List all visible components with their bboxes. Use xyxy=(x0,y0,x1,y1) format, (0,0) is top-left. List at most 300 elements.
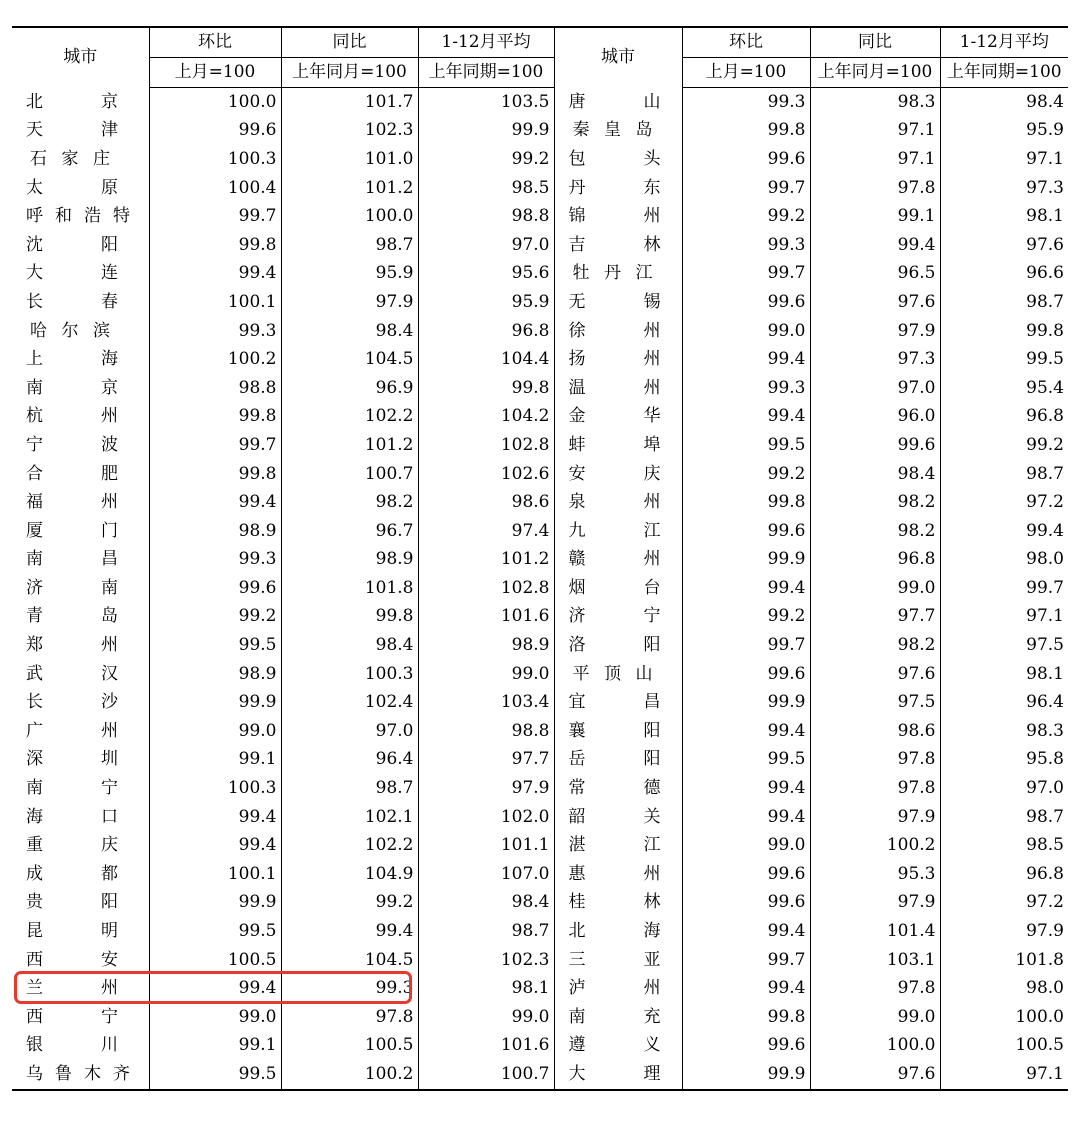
mom-value: 99.0 xyxy=(682,317,810,346)
mom-value: 99.3 xyxy=(149,546,281,575)
yoy-value: 98.3 xyxy=(810,88,940,117)
table-row xyxy=(12,746,1068,775)
yoy-value: 98.2 xyxy=(810,488,940,517)
city-cell xyxy=(554,117,682,146)
yoy-value: 104.5 xyxy=(281,946,418,975)
avg-value: 101.8 xyxy=(940,946,1068,975)
city-cell xyxy=(12,946,149,975)
table-row xyxy=(12,974,1068,1003)
avg-value: 99.4 xyxy=(940,517,1068,546)
mom-value: 99.9 xyxy=(149,688,281,717)
avg-value: 103.5 xyxy=(418,88,554,117)
table-row xyxy=(12,117,1068,146)
mom-value: 99.7 xyxy=(682,946,810,975)
yoy-value: 100.0 xyxy=(810,1032,940,1061)
table-row xyxy=(12,660,1068,689)
mom-value: 99.3 xyxy=(682,231,810,260)
avg-value: 98.7 xyxy=(940,288,1068,317)
mom-value: 100.2 xyxy=(149,345,281,374)
city-cell xyxy=(12,746,149,775)
mom-value: 99.5 xyxy=(149,917,281,946)
mom-value: 98.9 xyxy=(149,517,281,546)
yoy-value: 102.2 xyxy=(281,403,418,432)
city-cell xyxy=(12,1032,149,1061)
city-name: 广 州 xyxy=(26,720,118,741)
table-row xyxy=(12,460,1068,489)
city-cell xyxy=(12,460,149,489)
city-name: 牡 丹 江 xyxy=(572,263,653,284)
city-name: 吉 林 xyxy=(568,234,661,255)
mom-value: 99.6 xyxy=(682,889,810,918)
avg-value: 98.6 xyxy=(418,488,554,517)
city-name: 乌 鲁 木 齐 xyxy=(26,1063,130,1084)
header-avg-base-right: 上年同期=100 xyxy=(940,58,1068,88)
city-cell xyxy=(12,860,149,889)
city-name: 济 宁 xyxy=(568,606,661,627)
city-cell xyxy=(12,145,149,174)
city-cell xyxy=(554,974,682,1003)
yoy-value: 97.6 xyxy=(810,660,940,689)
city-cell xyxy=(554,403,682,432)
mom-value: 99.4 xyxy=(682,403,810,432)
mom-value: 99.0 xyxy=(149,1003,281,1032)
city-name: 海 口 xyxy=(26,806,118,827)
mom-value: 99.7 xyxy=(149,202,281,231)
city-name: 平 顶 山 xyxy=(572,663,653,684)
city-name: 三 亚 xyxy=(568,949,661,970)
city-name: 重 庆 xyxy=(26,835,118,856)
city-cell xyxy=(12,317,149,346)
city-name: 秦 皇 岛 xyxy=(572,120,653,141)
table-row xyxy=(12,288,1068,317)
table-row xyxy=(12,574,1068,603)
yoy-value: 98.7 xyxy=(281,231,418,260)
city-name: 扬 州 xyxy=(568,349,661,370)
mom-value: 99.4 xyxy=(682,917,810,946)
yoy-value: 97.0 xyxy=(810,374,940,403)
city-cell xyxy=(12,688,149,717)
yoy-value: 95.3 xyxy=(810,860,940,889)
mom-value: 99.3 xyxy=(682,88,810,117)
city-name: 武 汉 xyxy=(26,663,118,684)
avg-value: 99.8 xyxy=(940,317,1068,346)
city-cell xyxy=(554,860,682,889)
header-yoy-base-right: 上年同月=100 xyxy=(810,58,940,88)
yoy-value: 98.2 xyxy=(281,488,418,517)
mom-value: 99.4 xyxy=(149,488,281,517)
avg-value: 95.4 xyxy=(940,374,1068,403)
mom-value: 99.0 xyxy=(682,831,810,860)
yoy-value: 96.0 xyxy=(810,403,940,432)
city-cell xyxy=(554,546,682,575)
city-name: 湛 江 xyxy=(568,835,661,856)
city-cell xyxy=(12,288,149,317)
city-cell xyxy=(12,546,149,575)
yoy-value: 99.1 xyxy=(810,202,940,231)
city-name: 南 昌 xyxy=(26,549,118,570)
city-cell xyxy=(12,174,149,203)
table-row xyxy=(12,860,1068,889)
avg-value: 99.5 xyxy=(940,345,1068,374)
city-name: 深 圳 xyxy=(26,749,118,770)
mom-value: 99.6 xyxy=(682,660,810,689)
mom-value: 99.9 xyxy=(149,889,281,918)
yoy-value: 101.2 xyxy=(281,431,418,460)
avg-value: 101.6 xyxy=(418,603,554,632)
table-row xyxy=(12,174,1068,203)
avg-value: 98.1 xyxy=(940,660,1068,689)
avg-value: 102.3 xyxy=(418,946,554,975)
city-cell xyxy=(554,288,682,317)
table-row xyxy=(12,231,1068,260)
city-name: 兰 州 xyxy=(26,978,118,999)
city-name: 西 宁 xyxy=(26,1006,118,1027)
header-city-right: 城市 xyxy=(554,27,682,88)
city-cell xyxy=(12,403,149,432)
city-cell xyxy=(12,889,149,918)
mom-value: 99.4 xyxy=(149,260,281,289)
avg-value: 98.4 xyxy=(940,88,1068,117)
city-name: 银 川 xyxy=(26,1035,118,1056)
city-name: 大 理 xyxy=(568,1063,661,1084)
city-cell xyxy=(12,603,149,632)
yoy-value: 104.5 xyxy=(281,345,418,374)
yoy-value: 96.4 xyxy=(281,746,418,775)
avg-value: 100.5 xyxy=(940,1032,1068,1061)
city-name: 徐 州 xyxy=(568,320,661,341)
table-row xyxy=(12,488,1068,517)
city-name: 无 锡 xyxy=(568,291,661,312)
city-name: 丹 东 xyxy=(568,177,661,198)
avg-value: 95.9 xyxy=(940,117,1068,146)
yoy-value: 97.9 xyxy=(810,317,940,346)
avg-value: 99.2 xyxy=(940,431,1068,460)
mom-value: 99.6 xyxy=(149,574,281,603)
yoy-value: 100.3 xyxy=(281,660,418,689)
city-name: 石 家 庄 xyxy=(30,148,110,169)
city-cell xyxy=(12,431,149,460)
yoy-value: 97.1 xyxy=(810,117,940,146)
city-cell xyxy=(12,1003,149,1032)
city-name: 蚌 埠 xyxy=(568,434,661,455)
avg-value: 98.1 xyxy=(418,974,554,1003)
yoy-value: 100.0 xyxy=(281,202,418,231)
mom-value: 99.5 xyxy=(149,1060,281,1090)
avg-value: 98.1 xyxy=(940,202,1068,231)
table-row xyxy=(12,631,1068,660)
avg-value: 97.2 xyxy=(940,889,1068,918)
city-cell xyxy=(554,88,682,117)
city-name: 北 京 xyxy=(26,91,118,112)
yoy-value: 96.9 xyxy=(281,374,418,403)
avg-value: 97.9 xyxy=(940,917,1068,946)
city-name: 郑 州 xyxy=(26,635,118,656)
yoy-value: 101.4 xyxy=(810,917,940,946)
mom-value: 99.5 xyxy=(682,746,810,775)
city-name: 上 海 xyxy=(26,349,118,370)
avg-value: 95.8 xyxy=(940,746,1068,775)
yoy-value: 97.6 xyxy=(810,1060,940,1090)
avg-value: 102.8 xyxy=(418,574,554,603)
city-cell xyxy=(554,660,682,689)
avg-value: 101.2 xyxy=(418,546,554,575)
city-cell xyxy=(554,1060,682,1090)
city-cell xyxy=(554,317,682,346)
mom-value: 100.4 xyxy=(149,174,281,203)
avg-value: 102.6 xyxy=(418,460,554,489)
yoy-value: 96.5 xyxy=(810,260,940,289)
table-row xyxy=(12,1060,1068,1090)
header-mom-left: 环比 xyxy=(149,27,281,58)
table-row xyxy=(12,1032,1068,1061)
city-cell xyxy=(554,202,682,231)
city-name: 常 德 xyxy=(568,778,661,799)
city-cell xyxy=(12,345,149,374)
mom-value: 99.4 xyxy=(149,803,281,832)
city-name: 成 都 xyxy=(26,863,118,884)
mom-value: 99.4 xyxy=(682,345,810,374)
yoy-value: 102.3 xyxy=(281,117,418,146)
city-cell xyxy=(554,260,682,289)
mom-value: 99.3 xyxy=(682,374,810,403)
city-name: 泸 州 xyxy=(568,978,661,999)
city-cell xyxy=(12,517,149,546)
avg-value: 98.7 xyxy=(940,460,1068,489)
yoy-value: 100.7 xyxy=(281,460,418,489)
city-cell xyxy=(554,717,682,746)
city-name: 烟 台 xyxy=(568,577,661,598)
mom-value: 99.1 xyxy=(149,1032,281,1061)
city-cell xyxy=(12,1060,149,1090)
header-yoy-right: 同比 xyxy=(810,27,940,58)
table-row xyxy=(12,202,1068,231)
header-avg-left: 1-12月平均 xyxy=(418,27,554,58)
avg-value: 102.0 xyxy=(418,803,554,832)
city-cell xyxy=(554,603,682,632)
mom-value: 99.6 xyxy=(682,517,810,546)
city-cell xyxy=(554,746,682,775)
yoy-value: 102.2 xyxy=(281,831,418,860)
city-cell xyxy=(554,917,682,946)
avg-value: 96.6 xyxy=(940,260,1068,289)
avg-value: 98.0 xyxy=(940,974,1068,1003)
table-row xyxy=(12,889,1068,918)
mom-value: 100.0 xyxy=(149,88,281,117)
yoy-value: 101.2 xyxy=(281,174,418,203)
table-row xyxy=(12,831,1068,860)
mom-value: 99.6 xyxy=(682,860,810,889)
yoy-value: 99.0 xyxy=(810,574,940,603)
city-cell xyxy=(554,488,682,517)
yoy-value: 100.2 xyxy=(810,831,940,860)
city-name: 大 连 xyxy=(26,263,118,284)
header-city-left: 城市 xyxy=(12,27,149,88)
city-name: 青 岛 xyxy=(26,606,118,627)
city-cell xyxy=(554,345,682,374)
yoy-value: 103.1 xyxy=(810,946,940,975)
yoy-value: 97.8 xyxy=(810,774,940,803)
city-cell xyxy=(554,374,682,403)
city-cell xyxy=(554,231,682,260)
mom-value: 99.4 xyxy=(682,717,810,746)
city-name: 九 江 xyxy=(568,520,661,541)
avg-value: 98.0 xyxy=(940,546,1068,575)
city-name: 唐 山 xyxy=(568,91,661,112)
city-cell xyxy=(554,831,682,860)
city-name: 锦 州 xyxy=(568,206,661,227)
avg-value: 98.8 xyxy=(418,717,554,746)
mom-value: 99.2 xyxy=(682,460,810,489)
table-row xyxy=(12,374,1068,403)
avg-value: 99.7 xyxy=(940,574,1068,603)
mom-value: 99.9 xyxy=(682,1060,810,1090)
city-name: 包 头 xyxy=(568,148,661,169)
city-name: 惠 州 xyxy=(568,863,661,884)
header-row-2 xyxy=(12,58,1068,88)
city-name: 岳 阳 xyxy=(568,749,661,770)
avg-value: 98.8 xyxy=(418,202,554,231)
city-name: 合 肥 xyxy=(26,463,118,484)
avg-value: 104.4 xyxy=(418,345,554,374)
city-name: 温 州 xyxy=(568,377,661,398)
mom-value: 99.7 xyxy=(682,174,810,203)
mom-value: 99.7 xyxy=(149,431,281,460)
avg-value: 98.5 xyxy=(940,831,1068,860)
city-cell xyxy=(554,574,682,603)
avg-value: 100.7 xyxy=(418,1060,554,1090)
yoy-value: 97.9 xyxy=(810,803,940,832)
city-cell xyxy=(12,774,149,803)
city-name: 宜 昌 xyxy=(568,692,661,713)
header-yoy-left: 同比 xyxy=(281,27,418,58)
yoy-value: 99.4 xyxy=(281,917,418,946)
avg-value: 102.8 xyxy=(418,431,554,460)
yoy-value: 97.8 xyxy=(281,1003,418,1032)
mom-value: 100.3 xyxy=(149,145,281,174)
yoy-value: 98.2 xyxy=(810,517,940,546)
city-name: 泉 州 xyxy=(568,492,661,513)
table-body xyxy=(12,88,1068,1090)
yoy-value: 97.0 xyxy=(281,717,418,746)
city-name: 襄 阳 xyxy=(568,720,661,741)
city-cell xyxy=(554,774,682,803)
table-row xyxy=(12,774,1068,803)
city-cell xyxy=(12,631,149,660)
city-name: 哈 尔 滨 xyxy=(30,320,110,341)
mom-value: 99.9 xyxy=(682,546,810,575)
avg-value: 98.9 xyxy=(418,631,554,660)
avg-value: 97.4 xyxy=(418,517,554,546)
header-row-1 xyxy=(12,27,1068,58)
mom-value: 99.4 xyxy=(682,974,810,1003)
city-name: 南 京 xyxy=(26,377,118,398)
mom-value: 99.6 xyxy=(682,145,810,174)
city-name: 太 原 xyxy=(26,177,118,198)
mom-value: 99.8 xyxy=(149,403,281,432)
yoy-value: 98.9 xyxy=(281,546,418,575)
yoy-value: 101.8 xyxy=(281,574,418,603)
yoy-value: 98.2 xyxy=(810,631,940,660)
city-name: 杭 州 xyxy=(26,406,118,427)
city-name: 福 州 xyxy=(26,492,118,513)
avg-value: 98.4 xyxy=(418,889,554,918)
mom-value: 98.9 xyxy=(149,660,281,689)
avg-value: 107.0 xyxy=(418,860,554,889)
mom-value: 99.7 xyxy=(682,631,810,660)
yoy-value: 97.9 xyxy=(281,288,418,317)
yoy-value: 98.4 xyxy=(281,317,418,346)
avg-value: 98.7 xyxy=(418,917,554,946)
mom-value: 99.0 xyxy=(149,717,281,746)
yoy-value: 95.9 xyxy=(281,260,418,289)
yoy-value: 97.1 xyxy=(810,145,940,174)
city-cell xyxy=(554,431,682,460)
yoy-value: 97.6 xyxy=(810,288,940,317)
header-avg-right: 1-12月平均 xyxy=(940,27,1068,58)
avg-value: 101.6 xyxy=(418,1032,554,1061)
city-cell xyxy=(554,1003,682,1032)
mom-value: 100.1 xyxy=(149,860,281,889)
mom-value: 100.3 xyxy=(149,774,281,803)
city-cell xyxy=(12,117,149,146)
city-cell xyxy=(12,88,149,117)
avg-value: 103.4 xyxy=(418,688,554,717)
avg-value: 99.8 xyxy=(418,374,554,403)
table-row xyxy=(12,803,1068,832)
city-name: 安 庆 xyxy=(568,463,661,484)
mom-value: 99.4 xyxy=(682,803,810,832)
avg-value: 100.0 xyxy=(940,1003,1068,1032)
mom-value: 99.8 xyxy=(682,1003,810,1032)
city-cell xyxy=(12,202,149,231)
avg-value: 99.2 xyxy=(418,145,554,174)
mom-value: 99.4 xyxy=(682,574,810,603)
mom-value: 99.8 xyxy=(682,117,810,146)
yoy-value: 97.8 xyxy=(810,174,940,203)
city-name: 昆 明 xyxy=(26,921,118,942)
avg-value: 101.1 xyxy=(418,831,554,860)
avg-value: 99.9 xyxy=(418,117,554,146)
city-name: 长 春 xyxy=(26,291,118,312)
yoy-value: 99.6 xyxy=(810,431,940,460)
avg-value: 97.0 xyxy=(940,774,1068,803)
avg-value: 99.0 xyxy=(418,660,554,689)
price-index-table xyxy=(12,26,1068,1091)
city-cell xyxy=(12,260,149,289)
yoy-value: 97.5 xyxy=(810,688,940,717)
yoy-value: 98.7 xyxy=(281,774,418,803)
yoy-value: 102.1 xyxy=(281,803,418,832)
mom-value: 99.9 xyxy=(682,688,810,717)
yoy-value: 99.2 xyxy=(281,889,418,918)
yoy-value: 97.8 xyxy=(810,974,940,1003)
table-row xyxy=(12,88,1068,117)
city-cell xyxy=(12,831,149,860)
mom-value: 99.6 xyxy=(149,117,281,146)
yoy-value: 101.0 xyxy=(281,145,418,174)
city-cell xyxy=(554,517,682,546)
city-cell xyxy=(12,231,149,260)
city-cell xyxy=(12,574,149,603)
table-row xyxy=(12,403,1068,432)
avg-value: 97.2 xyxy=(940,488,1068,517)
yoy-value: 97.8 xyxy=(810,746,940,775)
avg-value: 96.8 xyxy=(418,317,554,346)
table-row xyxy=(12,260,1068,289)
mom-value: 99.6 xyxy=(682,288,810,317)
city-cell xyxy=(12,803,149,832)
header-yoy-base-left: 上年同月=100 xyxy=(281,58,418,88)
